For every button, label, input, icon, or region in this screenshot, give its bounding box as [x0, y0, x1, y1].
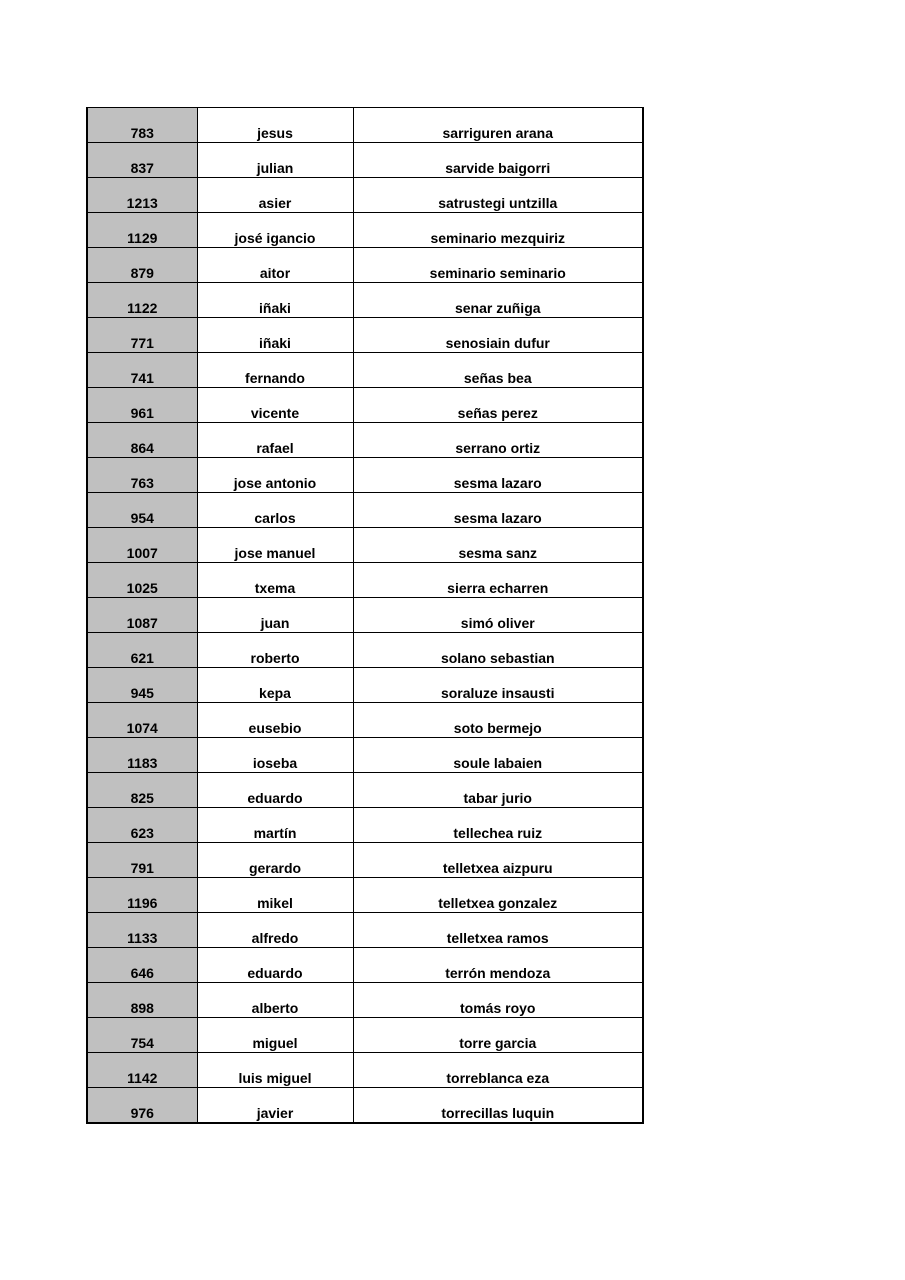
row-number-cell: 945	[87, 668, 197, 703]
table-row	[87, 388, 643, 423]
first-name-cell: gerardo	[197, 843, 353, 878]
table-row	[87, 668, 643, 703]
last-name-cell: senar zuñiga	[353, 283, 643, 318]
last-name-cell: tabar jurio	[353, 773, 643, 808]
table-row	[87, 738, 643, 773]
row-number-cell: 791	[87, 843, 197, 878]
last-name-cell: solano sebastian	[353, 633, 643, 668]
table-row	[87, 318, 643, 353]
row-number-cell: 864	[87, 423, 197, 458]
row-number-cell: 879	[87, 248, 197, 283]
table-row	[87, 983, 643, 1018]
first-name-cell: fernando	[197, 353, 353, 388]
table-row	[87, 808, 643, 843]
last-name-cell: telletxea aizpuru	[353, 843, 643, 878]
table-row	[87, 773, 643, 808]
last-name-cell: seminario mezquiriz	[353, 213, 643, 248]
first-name-cell: eduardo	[197, 773, 353, 808]
last-name-cell: senosiain dufur	[353, 318, 643, 353]
row-number-cell: 1183	[87, 738, 197, 773]
last-name-cell: satrustegi untzilla	[353, 178, 643, 213]
last-name-cell: seminario seminario	[353, 248, 643, 283]
last-name-cell: torrecillas luquin	[353, 1088, 643, 1123]
row-number-cell: 961	[87, 388, 197, 423]
first-name-cell: miguel	[197, 1018, 353, 1053]
last-name-cell: sesma lazaro	[353, 493, 643, 528]
last-name-cell: sesma sanz	[353, 528, 643, 563]
row-number-cell: 771	[87, 318, 197, 353]
first-name-cell: alfredo	[197, 913, 353, 948]
last-name-cell: terrón mendoza	[353, 948, 643, 983]
row-number-cell: 1133	[87, 913, 197, 948]
first-name-cell: eusebio	[197, 703, 353, 738]
table-row	[87, 493, 643, 528]
row-number-cell: 837	[87, 143, 197, 178]
row-number-cell: 1122	[87, 283, 197, 318]
row-number-cell: 623	[87, 808, 197, 843]
first-name-cell: asier	[197, 178, 353, 213]
last-name-cell: tomás royo	[353, 983, 643, 1018]
names-table	[86, 107, 644, 1124]
first-name-cell: josé igancio	[197, 213, 353, 248]
first-name-cell: iñaki	[197, 318, 353, 353]
first-name-cell: jesus	[197, 108, 353, 143]
first-name-cell: rafael	[197, 423, 353, 458]
row-number-cell: 1025	[87, 563, 197, 598]
last-name-cell: sarvide baigorri	[353, 143, 643, 178]
row-number-cell: 763	[87, 458, 197, 493]
table-row	[87, 633, 643, 668]
row-number-cell: 1007	[87, 528, 197, 563]
first-name-cell: martín	[197, 808, 353, 843]
first-name-cell: iñaki	[197, 283, 353, 318]
last-name-cell: soraluze insausti	[353, 668, 643, 703]
row-number-cell: 754	[87, 1018, 197, 1053]
first-name-cell: julian	[197, 143, 353, 178]
row-number-cell: 1196	[87, 878, 197, 913]
last-name-cell: señas bea	[353, 353, 643, 388]
last-name-cell: telletxea ramos	[353, 913, 643, 948]
table-row	[87, 948, 643, 983]
last-name-cell: sarriguren arana	[353, 108, 643, 143]
first-name-cell: luis miguel	[197, 1053, 353, 1088]
table-row	[87, 108, 643, 143]
first-name-cell: juan	[197, 598, 353, 633]
first-name-cell: kepa	[197, 668, 353, 703]
first-name-cell: jose antonio	[197, 458, 353, 493]
last-name-cell: telletxea gonzalez	[353, 878, 643, 913]
last-name-cell: serrano ortiz	[353, 423, 643, 458]
table-row	[87, 913, 643, 948]
row-number-cell: 954	[87, 493, 197, 528]
row-number-cell: 1129	[87, 213, 197, 248]
table-row	[87, 703, 643, 738]
row-number-cell: 898	[87, 983, 197, 1018]
first-name-cell: mikel	[197, 878, 353, 913]
table-row	[87, 248, 643, 283]
row-number-cell: 1087	[87, 598, 197, 633]
table-row	[87, 843, 643, 878]
last-name-cell: torre garcia	[353, 1018, 643, 1053]
last-name-cell: tellechea ruiz	[353, 808, 643, 843]
table-row	[87, 178, 643, 213]
row-number-cell: 1074	[87, 703, 197, 738]
row-number-cell: 825	[87, 773, 197, 808]
table-row	[87, 143, 643, 178]
first-name-cell: javier	[197, 1088, 353, 1123]
table-row	[87, 1088, 643, 1123]
first-name-cell: alberto	[197, 983, 353, 1018]
last-name-cell: simó oliver	[353, 598, 643, 633]
table-row	[87, 563, 643, 598]
table-row	[87, 458, 643, 493]
row-number-cell: 646	[87, 948, 197, 983]
table-row	[87, 423, 643, 458]
first-name-cell: carlos	[197, 493, 353, 528]
first-name-cell: ioseba	[197, 738, 353, 773]
first-name-cell: txema	[197, 563, 353, 598]
table-row	[87, 878, 643, 913]
last-name-cell: sierra echarren	[353, 563, 643, 598]
row-number-cell: 976	[87, 1088, 197, 1123]
table-row	[87, 1018, 643, 1053]
names-table-body	[87, 108, 643, 1123]
first-name-cell: roberto	[197, 633, 353, 668]
row-number-cell: 621	[87, 633, 197, 668]
last-name-cell: soto bermejo	[353, 703, 643, 738]
row-number-cell: 1213	[87, 178, 197, 213]
row-number-cell: 783	[87, 108, 197, 143]
first-name-cell: jose manuel	[197, 528, 353, 563]
last-name-cell: torreblanca eza	[353, 1053, 643, 1088]
row-number-cell: 1142	[87, 1053, 197, 1088]
table-row	[87, 283, 643, 318]
first-name-cell: vicente	[197, 388, 353, 423]
table-row	[87, 213, 643, 248]
row-number-cell: 741	[87, 353, 197, 388]
table-row	[87, 353, 643, 388]
first-name-cell: eduardo	[197, 948, 353, 983]
last-name-cell: soule labaien	[353, 738, 643, 773]
table-row	[87, 598, 643, 633]
last-name-cell: señas perez	[353, 388, 643, 423]
table-row	[87, 1053, 643, 1088]
first-name-cell: aitor	[197, 248, 353, 283]
last-name-cell: sesma lazaro	[353, 458, 643, 493]
table-row	[87, 528, 643, 563]
